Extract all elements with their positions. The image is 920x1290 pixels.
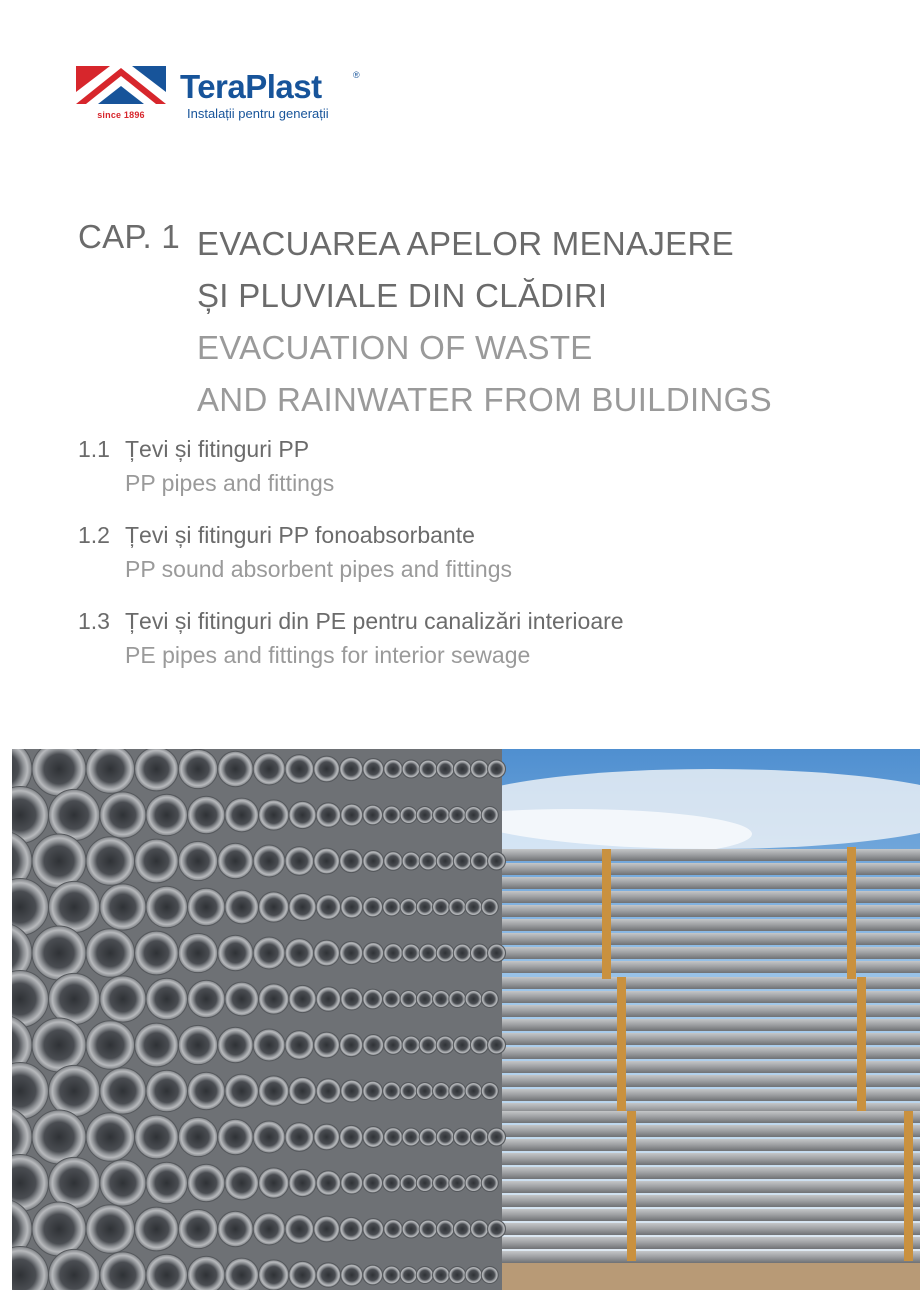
pipe-end [488, 1036, 506, 1054]
pipe-end [178, 933, 217, 972]
section-item [78, 608, 878, 694]
pipe-side [492, 1061, 920, 1073]
logo-since-text: since 1896 [97, 110, 145, 120]
pipe-end [316, 987, 341, 1012]
pipe-end [416, 1266, 433, 1283]
chapter-label: CAP. 1 [78, 218, 181, 255]
pipe-end [178, 1025, 217, 1064]
pipe-end [341, 1080, 363, 1102]
pipe-end [188, 1164, 225, 1201]
pipe-end [436, 852, 454, 870]
pipe-end [481, 1266, 498, 1283]
pipe-end [400, 990, 417, 1007]
pipe-end [465, 990, 482, 1007]
pipe-end [225, 798, 259, 832]
pipe-end [436, 760, 454, 778]
pipe-end [86, 1021, 135, 1070]
pipe-end [86, 1205, 135, 1254]
pipe-end [146, 1254, 188, 1290]
pipe-end [384, 1220, 403, 1239]
section-title-en: PE pipes and fittings for interior sewage [125, 642, 531, 668]
pipe-end [465, 1266, 482, 1283]
pipe-end [135, 1023, 179, 1067]
pipe-end [259, 984, 289, 1014]
pipe-end [49, 1065, 100, 1116]
pipe-end [178, 749, 217, 788]
pipe-end [100, 884, 146, 930]
section-number: 1.3 [78, 608, 110, 634]
pipe-end [481, 990, 498, 1007]
pipe-end [100, 976, 146, 1022]
chapter-title [197, 218, 772, 426]
pipe-end [400, 1266, 417, 1283]
pipe-end [253, 845, 285, 877]
pipe-end [225, 982, 259, 1016]
pipe-side [492, 1075, 920, 1087]
pipe-end [416, 1082, 433, 1099]
pipe-side [492, 1139, 920, 1151]
pipe-end [316, 1171, 341, 1196]
pipe-end [470, 1220, 488, 1238]
pipe-end [384, 852, 403, 871]
pipe-end [32, 749, 86, 796]
pipe-end [188, 980, 225, 1017]
pipe-end [289, 1077, 316, 1104]
pipe-end [481, 1174, 498, 1191]
pipe-end [86, 749, 135, 793]
pipe-end [436, 1036, 454, 1054]
pipe-end [433, 1174, 450, 1191]
pipe-end [383, 1082, 401, 1100]
section-item [78, 522, 878, 608]
pipe-end [316, 803, 341, 828]
pipe-end [341, 988, 363, 1010]
pipe-end [340, 1125, 363, 1148]
pipe-end [488, 1128, 506, 1146]
pipe-end [363, 805, 383, 825]
pipe-end [253, 1029, 285, 1061]
pipe-end [383, 1174, 401, 1192]
pipe-end [49, 881, 100, 932]
pipe-end [419, 760, 437, 778]
pipe-end [100, 1160, 146, 1206]
wooden-strap [904, 1111, 913, 1261]
pipe-end [453, 944, 471, 962]
pipe-end [402, 760, 420, 778]
pipe-end [285, 1215, 314, 1244]
wooden-strap [617, 977, 626, 1111]
pipe-end [225, 1258, 259, 1290]
pipe-end [470, 1036, 488, 1054]
pipe-end [259, 892, 289, 922]
pipe-end [402, 852, 420, 870]
pipe-end [135, 1207, 179, 1251]
pipe-end [188, 796, 225, 833]
pipe-end [253, 937, 285, 969]
pipe-end [465, 1082, 482, 1099]
pipe-end [453, 852, 471, 870]
pipe-end [436, 1128, 454, 1146]
wooden-strap [857, 977, 866, 1111]
pipe-side [492, 1153, 920, 1165]
pipe-side [492, 1047, 920, 1059]
pipe-end [453, 1036, 471, 1054]
pipe-end [363, 989, 383, 1009]
pipe-end [341, 804, 363, 826]
pipe-end [32, 1202, 86, 1256]
section-list [78, 436, 878, 694]
pipe-end [363, 897, 383, 917]
section-title-ro: Țevi și fitinguri PP [125, 436, 310, 462]
pipe-end [253, 1213, 285, 1245]
section-item [78, 436, 878, 522]
pipe-side [492, 1181, 920, 1193]
pipe-end [449, 806, 466, 823]
pipe-end [285, 939, 314, 968]
pipe-end [135, 749, 179, 791]
teraplast-logo [76, 66, 376, 126]
pipe-end [314, 848, 340, 874]
pipe-end [419, 1036, 437, 1054]
pipe-end [225, 1074, 259, 1108]
chapter-title-en-line-2: AND RAINWATER FROM BUILDINGS [197, 381, 772, 418]
pipe-end [433, 898, 450, 915]
pipe-side [492, 1167, 920, 1179]
pipe-end [340, 1217, 363, 1240]
pipe-end [340, 941, 363, 964]
pipe-end [363, 1035, 384, 1056]
pipe-end [32, 926, 86, 980]
pipe-end [218, 935, 253, 970]
pipe-end [481, 806, 498, 823]
pipe-end [49, 789, 100, 840]
pipe-end [465, 1174, 482, 1191]
pipe-end [188, 888, 225, 925]
pipe-end [86, 929, 135, 978]
pipe-end [383, 898, 401, 916]
pipe-end [49, 973, 100, 1024]
pipe-end [146, 1162, 188, 1204]
pipe-end [384, 1036, 403, 1055]
pipe-end [416, 1174, 433, 1191]
pipe-end [419, 944, 437, 962]
pipe-end [400, 1174, 417, 1191]
pipe-end [218, 1211, 253, 1246]
pipe-end [314, 1216, 340, 1242]
pipe-end [363, 851, 384, 872]
pipe-end [32, 1110, 86, 1164]
pipe-end [416, 898, 433, 915]
pipe-end [481, 1082, 498, 1099]
pipe-end [436, 944, 454, 962]
pipe-end [316, 1079, 341, 1104]
pipe-end [470, 944, 488, 962]
pipe-end [488, 852, 506, 870]
wooden-strap [602, 849, 611, 979]
pipe-side [492, 1251, 920, 1263]
pipe-end [383, 806, 401, 824]
pipe-end [400, 806, 417, 823]
pipe-side [492, 1005, 920, 1017]
pipe-end [453, 760, 471, 778]
pipe-end [363, 1265, 383, 1285]
section-number: 1.2 [78, 522, 110, 548]
pipe-end [400, 898, 417, 915]
pipe-end [49, 1157, 100, 1208]
section-title-en: PP sound absorbent pipes and fittings [125, 556, 513, 582]
pipe-end [135, 839, 179, 883]
pipe-end [218, 1119, 253, 1154]
pipe-end [433, 1082, 450, 1099]
pipe-end [259, 1260, 289, 1290]
pipe-end [253, 1121, 285, 1153]
pipe-end [314, 1032, 340, 1058]
pipe-end [363, 1219, 384, 1240]
pipe-end [433, 990, 450, 1007]
pipe-end [363, 1127, 384, 1148]
wooden-strap [627, 1111, 636, 1261]
pipe-end [419, 1128, 437, 1146]
pipe-end [363, 1173, 383, 1193]
pipe-end [285, 755, 314, 784]
pipe-end [316, 895, 341, 920]
pipe-side [492, 1209, 920, 1221]
pipe-end [470, 852, 488, 870]
pipe-end [383, 1266, 401, 1284]
pipe-end [135, 1115, 179, 1159]
stacked-pipes-illustration [12, 749, 920, 1290]
pipe-end [465, 898, 482, 915]
pipe-end [383, 990, 401, 1008]
section-title-ro: Țevi și fitinguri PP fonoabsorbante [125, 522, 475, 548]
pipe-end [340, 757, 363, 780]
pipe-end [402, 1220, 420, 1238]
pipe-end [100, 792, 146, 838]
chapter-title-en-line-1: EVACUATION OF WASTE [197, 329, 593, 366]
pipe-end [419, 852, 437, 870]
pipe-end [218, 1027, 253, 1062]
pipe-end [402, 1128, 420, 1146]
pipe-side [492, 1237, 920, 1249]
pipe-end [449, 1266, 466, 1283]
pipe-end [188, 1072, 225, 1109]
chapter-title-ro-line-2: ȘI PLUVIALE DIN CLĂDIRI [197, 277, 608, 314]
pipe-end [465, 806, 482, 823]
pipe-end [285, 1123, 314, 1152]
pipe-end [419, 1220, 437, 1238]
pipe-end [285, 1031, 314, 1060]
pipe-end [384, 1128, 403, 1147]
pipe-end [289, 985, 316, 1012]
pipe-end [259, 1076, 289, 1106]
pipe-side [492, 1223, 920, 1235]
pipe-end [146, 1070, 188, 1112]
pipe-end [32, 834, 86, 888]
pipe-end [384, 944, 403, 963]
pipe-end [488, 1220, 506, 1238]
pipe-end [188, 1256, 225, 1290]
pipe-end [363, 759, 384, 780]
pipe-end [470, 760, 488, 778]
pipe-end [453, 1220, 471, 1238]
pipe-end [135, 931, 179, 975]
pipe-end [253, 753, 285, 785]
pipe-end [363, 943, 384, 964]
pipe-end [341, 1172, 363, 1194]
pipe-end [433, 806, 450, 823]
registered-mark: ® [353, 70, 360, 80]
pipe-end [384, 760, 403, 779]
pipe-end [488, 944, 506, 962]
section-title-en: PP pipes and fittings [125, 470, 335, 496]
pipe-side [492, 1195, 920, 1207]
pipe-side [492, 1125, 920, 1137]
pipe-end [289, 801, 316, 828]
pipe-end [225, 1166, 259, 1200]
pipe-side [492, 991, 920, 1003]
pipe-end [402, 1036, 420, 1054]
pipe-end [314, 756, 340, 782]
pipe-end [341, 896, 363, 918]
section-number: 1.1 [78, 436, 110, 462]
pipe-end [341, 1264, 363, 1286]
pipe-end [178, 1209, 217, 1248]
pipe-end [289, 1261, 316, 1288]
pipe-end [218, 751, 253, 786]
pipe-end [146, 794, 188, 836]
chapter-title-ro-line-1: EVACUAREA APELOR MENAJERE [197, 225, 734, 262]
pipe-end [433, 1266, 450, 1283]
pipe-end [86, 837, 135, 886]
pipe-end [314, 1124, 340, 1150]
pipe-end [259, 800, 289, 830]
pipe-end [32, 1018, 86, 1072]
pipe-side [492, 1019, 920, 1031]
logo-tagline: Instalații pentru generații [187, 106, 329, 121]
pipe-end [340, 849, 363, 872]
pipe-end [225, 890, 259, 924]
pipe-end [100, 1068, 146, 1114]
pipe-side [492, 1111, 920, 1123]
pipe-end [314, 940, 340, 966]
pipe-end [316, 1263, 341, 1288]
pipe-end [178, 841, 217, 880]
pipe-end [488, 760, 506, 778]
pipe-end [400, 1082, 417, 1099]
pipe-side [492, 1033, 920, 1045]
logo-wordmark: TeraPlast [180, 68, 322, 105]
pipes-photo [12, 749, 920, 1290]
pipe-side [492, 1089, 920, 1101]
pipe-end [289, 893, 316, 920]
pipe-end [449, 990, 466, 1007]
wooden-strap [847, 847, 856, 979]
pipe-end [453, 1128, 471, 1146]
pipe-end [285, 847, 314, 876]
pipe-end [481, 898, 498, 915]
pipe-end [470, 1128, 488, 1146]
pipe-end [449, 898, 466, 915]
pipe-end [289, 1169, 316, 1196]
pipe-end [449, 1082, 466, 1099]
pipe-end [449, 1174, 466, 1191]
pipe-end [146, 978, 188, 1020]
pipe-end [259, 1168, 289, 1198]
pipe-end [218, 843, 253, 878]
pipe-end [363, 1081, 383, 1101]
pipe-end [178, 1117, 217, 1156]
pipe-end [436, 1220, 454, 1238]
pipe-end [416, 806, 433, 823]
section-title-ro: Țevi și fitinguri din PE pentru canalizări interioare [125, 608, 624, 634]
pipe-end [340, 1033, 363, 1056]
pipe-end [402, 944, 420, 962]
pipe-end [86, 1113, 135, 1162]
pipe-end [416, 990, 433, 1007]
pipe-end [146, 886, 188, 928]
